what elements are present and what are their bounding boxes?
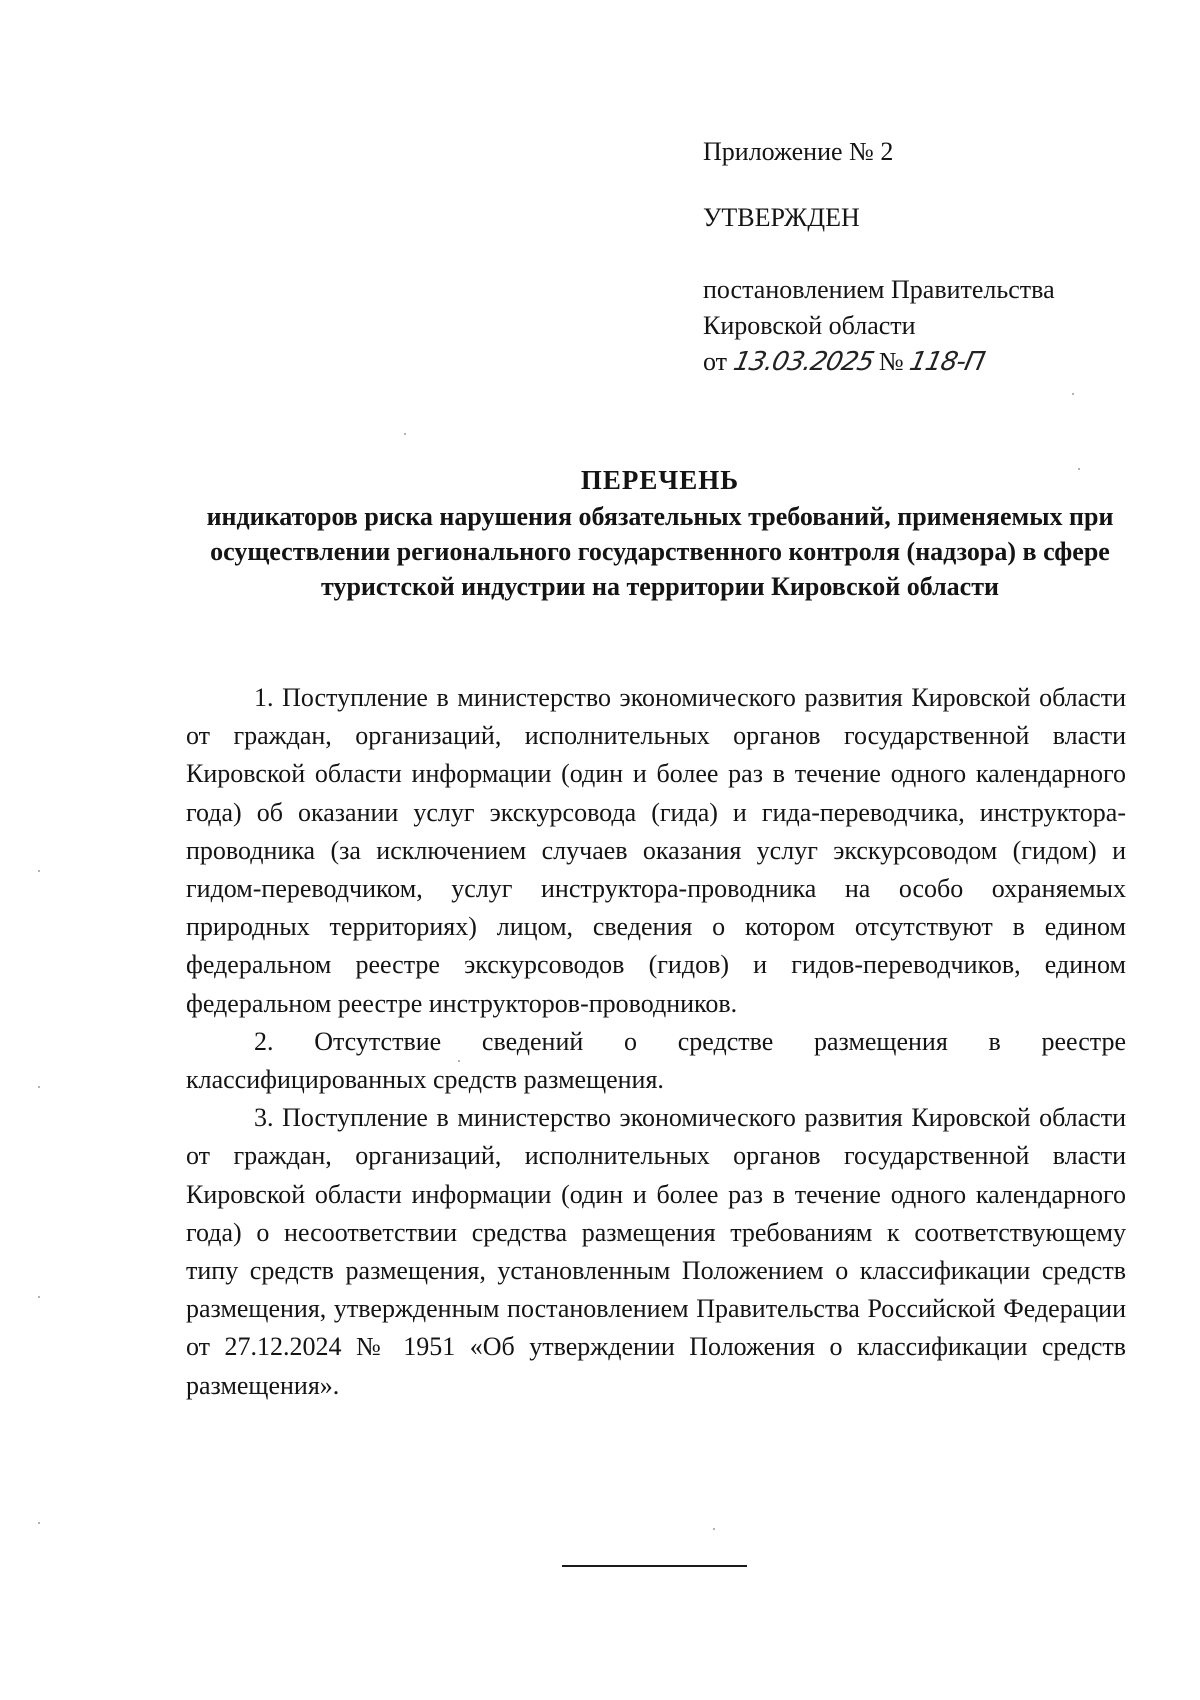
document-body [186, 679, 1126, 1405]
list-item-2: 2. Отсутствие сведений о средстве размещения в реестре классифицированных средств размещения. [186, 1026, 1126, 1095]
date-prefix: от [703, 347, 734, 376]
handwritten-number: 118-П [907, 347, 987, 377]
scan-speck [38, 1296, 40, 1298]
number-prefix: № [872, 347, 911, 376]
scan-speck [458, 1060, 460, 1062]
scan-speck [1078, 468, 1080, 470]
closing-divider-line [562, 1565, 747, 1567]
scan-speck [1072, 393, 1074, 395]
resolution-date-line [703, 344, 1123, 380]
document-title-block [200, 463, 1120, 604]
scan-speck [38, 870, 40, 872]
document-subtitle: индикаторов риска нарушения обязательных требований, применяемых при осуществлении регионального государственного контроля (надзора) в сфере туристской индустрии на территории Кировской области [206, 502, 1114, 601]
scan-speck [713, 1528, 715, 1530]
scan-speck [38, 1522, 40, 1524]
document-title: ПЕРЕЧЕНЬ [580, 465, 740, 495]
list-item-1: 1. Поступление в министерство экономического развития Кировской области от граждан, организаций, исполнительных органов государственной власти Кировской области информации (один и более раз в течение одного календарного года) об оказании услуг экскурсовода (гида) и гида-переводчика, инструктора-проводника (за исключением случаев оказания услуг экскурсоводом (гидом) и гидом-переводчиком, услуг инструктора-проводника на особо охраняемых природных территориях) лицом, сведения о котором отсутствуют в едином федеральном реестре экскурсоводов (гидов) и гидов-переводчиков, едином федеральном реестре инструкторов-проводников. [186, 683, 1126, 1018]
scan-speck [404, 433, 406, 435]
list-item-3: 3. Поступление в министерство экономического развития Кировской области от граждан, организаций, исполнительных органов государственной власти Кировской области информации (один и более раз в течение одного календарного года) о несоответствии средства размещения требованиям к соответствующему типу средств размещения, установленным Положением о классификации средств размещения, утвержденным постановлением Правительства Российской Федерации от 27.12.2024 № 1951 «Об утверждении Положения о классификации средств размещения». [186, 1103, 1126, 1400]
resolution-line-1: постановлением Правительства [703, 275, 1055, 304]
approval-block [703, 134, 1123, 380]
scan-speck [38, 1086, 40, 1088]
handwritten-date: 13.03.2025 [730, 347, 876, 377]
resolution-line-2: Кировской области [703, 311, 916, 340]
approved-stamp-text: УТВЕРЖДЕН [703, 203, 860, 232]
annex-number: Приложение № 2 [703, 137, 894, 166]
